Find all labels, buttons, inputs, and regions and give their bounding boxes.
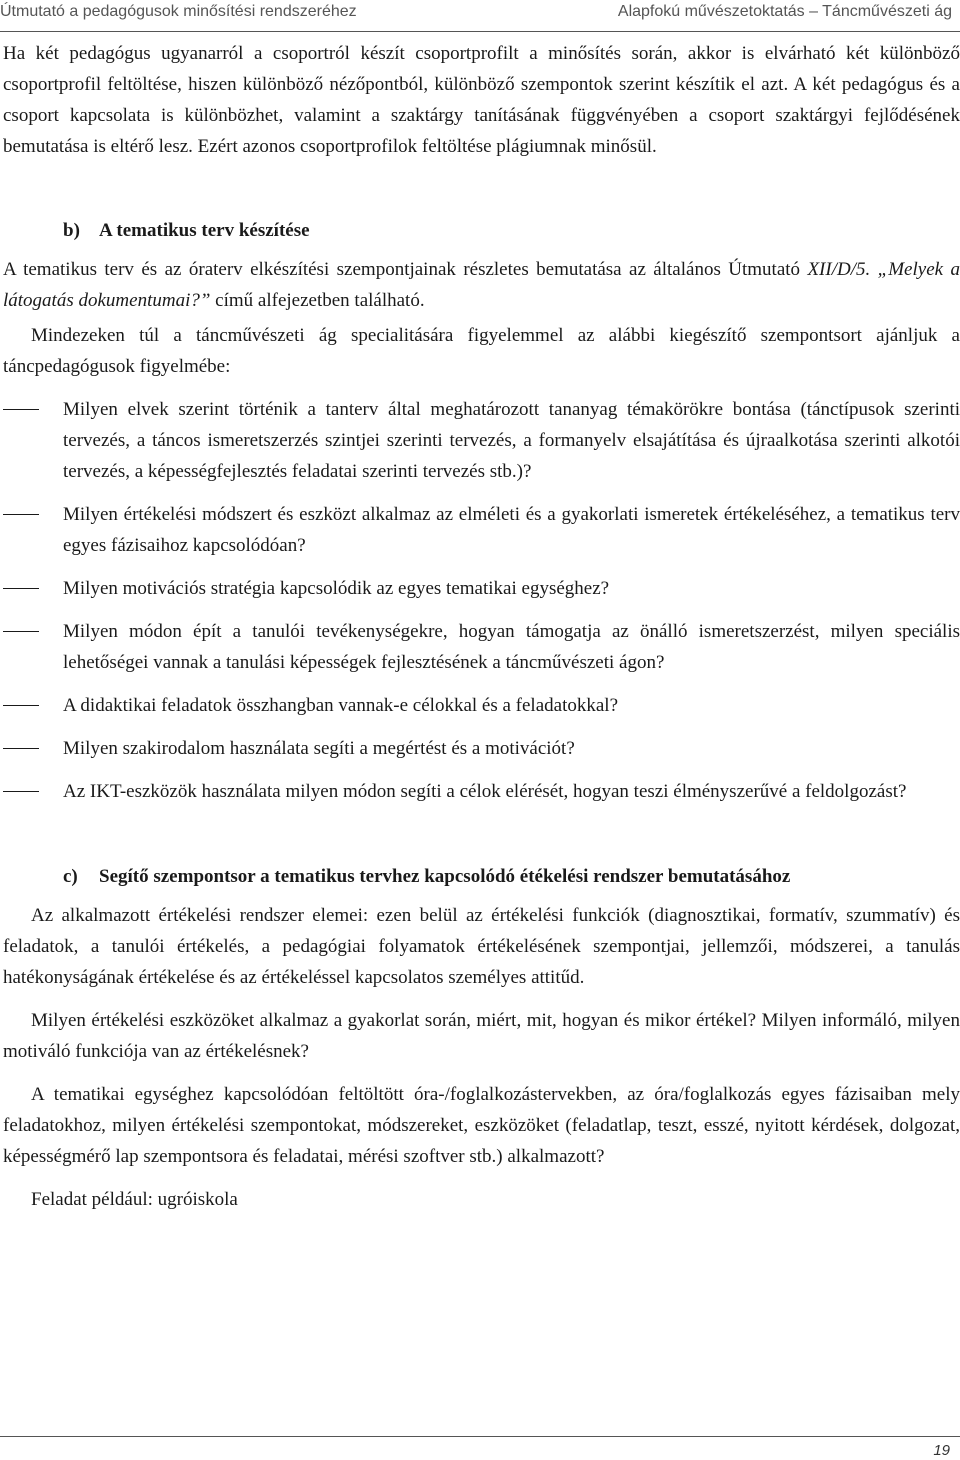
section-b-label: b) — [63, 220, 80, 241]
list-item-text: Milyen értékelési módszert és eszközt alkalmaz az elméleti és a gyakorlati ismeretek értékeléséhez, a tematikus terv egyes fázisaihoz kapcsolódóan? — [63, 504, 960, 556]
dash-icon — [3, 588, 39, 589]
list-item — [3, 394, 960, 487]
intro-paragraph: Ha két pedagógus ugyanarról a csoportról készít csoportprofilt a minősítés során, akkor is elvárható két különböző csoportprofil feltöltése, hiszen különböző nézőpontból, különböző szempontok szerint készítik el azt. A két pedagógus és a csoport kapcsolata is különbözhet, valamint a szaktárgy tanításának függvényében a csoport szaktárgyi fejlődésének bemutatása is eltérő lesz. Ezért azonos csoportprofilok feltöltése plágiumnak minősül. — [3, 43, 960, 157]
list-item — [3, 573, 960, 604]
dash-icon — [3, 748, 39, 749]
section-b-title: A tematikus terv készítése — [99, 220, 310, 241]
page-number: 19 — [933, 1442, 950, 1459]
list-item — [3, 690, 960, 721]
criteria-list — [3, 394, 960, 807]
page-header — [0, 0, 960, 36]
list-item — [3, 776, 960, 807]
section-c-paragraph-4: Feladat például: ugróiskola — [31, 1189, 238, 1210]
list-item — [3, 733, 960, 764]
section-c-label: c) — [63, 866, 78, 887]
dash-icon — [3, 409, 39, 410]
section-b-paragraph-1 — [3, 254, 960, 316]
list-item-text: Az IKT-eszközök használata milyen módon segíti a célok elérését, hogyan teszi élményszerűvé a feldolgozást? — [63, 781, 907, 802]
header-rule — [0, 31, 960, 32]
list-item-text: A didaktikai feladatok összhangban vannak-e célokkal és a feladatokkal? — [63, 695, 618, 716]
dash-icon — [3, 791, 39, 792]
section-c-heading — [63, 861, 960, 892]
section-c-paragraph-2: Milyen értékelési eszközöket alkalmaz a gyakorlat során, miért, mit, hogyan és mikor értékel? Milyen informáló, milyen motiváló funkciója van az értékelésnek? — [3, 1010, 960, 1062]
section-b-p1-reference: XII/D/5. „Melyek a látogatás dokumentumai?” — [3, 259, 960, 311]
dash-icon — [3, 514, 39, 515]
section-c-paragraph-1: Az alkalmazott értékelési rendszer elemei: ezen belül az értékelési funkciók (diagnosztikai, formatív, szummatív) és feladatok, a tanulói értékelés, a pedagógiai folyamatok értékelésének szempontjai, jellemzői, módszerei, a tanulás hatékonyságának értékelése és az értékeléssel kapcsolatos személyes attitűd. — [3, 905, 960, 988]
section-c-title: Segítő szempontsor a tematikus tervhez kapcsolódó étékelési rendszer bemutatásához — [99, 866, 791, 887]
page-body — [3, 38, 960, 1215]
list-item-text: Milyen motivációs stratégia kapcsolódik az egyes tematikai egységhez? — [63, 578, 610, 599]
section-b-p1-tail: című alfejezetben található. — [210, 290, 425, 311]
list-item-text: Milyen szakirodalom használata segíti a megértést és a motivációt? — [63, 738, 575, 759]
list-item-text: Milyen elvek szerint történik a tanterv által meghatározott tananyag témakörökre bontása (tánctípusok szerinti tervezés, a táncos ismeretszerzés szintjei szerinti tervezés, a formanyelv elsajátítása és újraalkotása szerinti alkotói tervezés, a képességfejlesztés feladatai szerinti tervezés stb.)? — [63, 399, 960, 482]
dash-icon — [3, 705, 39, 706]
section-b-heading — [63, 215, 960, 246]
footer-rule — [0, 1436, 960, 1437]
dash-icon — [3, 631, 39, 632]
header-right-title: Alapfokú művészetoktatás – Táncművészeti ág — [617, 3, 952, 20]
list-item — [3, 616, 960, 678]
list-item — [3, 499, 960, 561]
list-item-text: Milyen módon épít a tanulói tevékenységekre, hogyan támogatja az önálló ismeretszerzést, milyen speciális lehetőségei vannak a tanulási képességek fejlesztésének a táncművészeti ágon? — [63, 621, 960, 673]
section-b-p1-text: A tematikus terv és az óraterv elkészítési szempontjainak részletes bemutatása az általános Útmutató — [3, 259, 808, 280]
section-c-paragraph-3: A tematikai egységhez kapcsolódóan feltöltött óra-/foglalkozástervekben, az óra/foglalkozás egyes fázisaiban mely feladatokhoz, milyen értékelési szempontokat, módszereket, eszközöket (feladatlap, teszt, esszé, nyitott kérdések, dolgozat, képességmérő lap szempontsora és feladatai, mérési szoftver stb.) alkalmazott? — [3, 1084, 960, 1167]
header-left-title: Útmutató a pedagógusok minősítési rendszeréhez — [0, 3, 357, 20]
section-b-paragraph-2: Mindezeken túl a táncművészeti ág specialitására figyelemmel az alábbi kiegészítő szempontsort ajánljuk a táncpedagógusok figyelmébe: — [3, 325, 960, 377]
